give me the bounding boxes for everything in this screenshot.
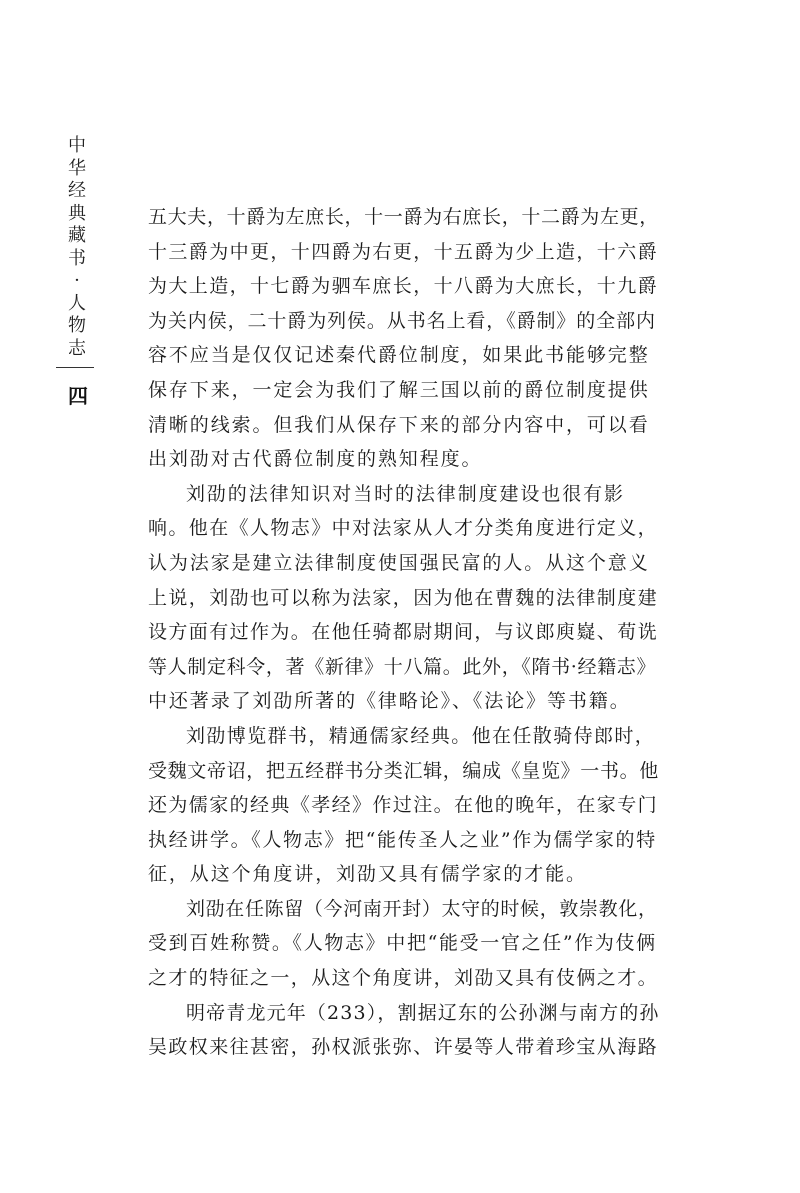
header-char: · [74,270,80,291]
text-line: 执经讲学。《人物志》把“能传圣人之业”作为儒学家的特 [148,828,657,851]
text-line: 刘劭在任陈留（今河南开封）太守的时候，敦崇教化， [186,897,658,920]
text-line: 五大夫，十爵为左庶长，十一爵为右庶长，十二爵为左更， [148,206,659,228]
text-line: 吴政权来往甚密，孙权派张弥、许晏等人带着珍宝从海路 [148,1036,659,1059]
text-line: 为大上造，十七爵为驷车庶长，十八爵为大庶长，十九爵 [148,275,659,298]
text-line: 为关内侯，二十爵为列侯。从书名上看，《爵制》的全部内 [148,309,656,332]
text-line: 之才的特征之一，从这个角度讲，刘劭又具有伎俩之才。 [148,967,659,990]
text-line: 等人制定科令，著《新律》十八篇。此外，《隋书·经籍志》 [148,655,657,678]
header-char: 经 [68,180,86,201]
text-line: 刘劭博览群书，精通儒家经典。他在任散骑侍郎时， [186,724,656,747]
header-char: 华 [68,157,86,179]
text-line: 明帝青龙元年（233），割据辽东的公孙渊与南方的孙 [186,1001,660,1024]
header-char: 藏 [68,225,86,246]
text-line: 受到百姓称赞。《人物志》中把“能受一官之任”作为伎俩 [148,932,657,955]
text-line: 十三爵为中更，十四爵为右更，十五爵为少上造，十六爵 [148,240,659,263]
text-line: 清晰的线索。但我们从保存下来的部分内容中，可以看 [148,413,650,436]
header-char: 人 [68,292,86,314]
header-char: 书 [68,247,86,269]
text-line: 设方面有过作为。在他任骑都尉期间，与议郎庾嶷、荀诜 [148,621,659,644]
text-line: 上说，刘劭也可以称为法家，因为他在曹魏的法律制度建 [148,586,659,609]
text-line: 中还著录了刘劭所著的《律略论》、《法论》等书籍。 [148,690,631,713]
text-line: 征，从这个角度讲，刘劭又具有儒学家的才能。 [148,863,587,886]
text-line: 刘劭的法律知识对当时的法律制度建设也很有影 [186,482,625,505]
text-line: 容不应当是仅仅记述秦代爵位制度，如果此书能够完整 [148,344,650,367]
text-line: 还为儒家的经典《孝经》作过注。在他的晚年，在家专门 [148,794,659,817]
page-number: 四 [68,384,88,408]
header-char: 典 [68,202,86,224]
text-line: 响。他在《人物志》中对法家从人才分类角度进行定义， [148,517,659,540]
running-header-book-title [66,135,88,360]
header-char: 中 [68,135,86,156]
header-char: 物 [68,315,86,336]
body-text [148,200,660,1065]
text-line: 出刘劭对古代爵位制度的熟知程度。 [148,448,483,471]
text-line: 认为法家是建立法律制度使国强民富的人。从这个意义 [148,551,650,574]
text-line: 受魏文帝诏，把五经群书分类汇辑，编成《皇览》一书。他 [148,759,659,782]
header-divider [56,367,94,368]
text-line: 保存下来，一定会为我们了解三国以前的爵位制度提供 [148,378,650,401]
header-char: 志 [68,337,86,359]
